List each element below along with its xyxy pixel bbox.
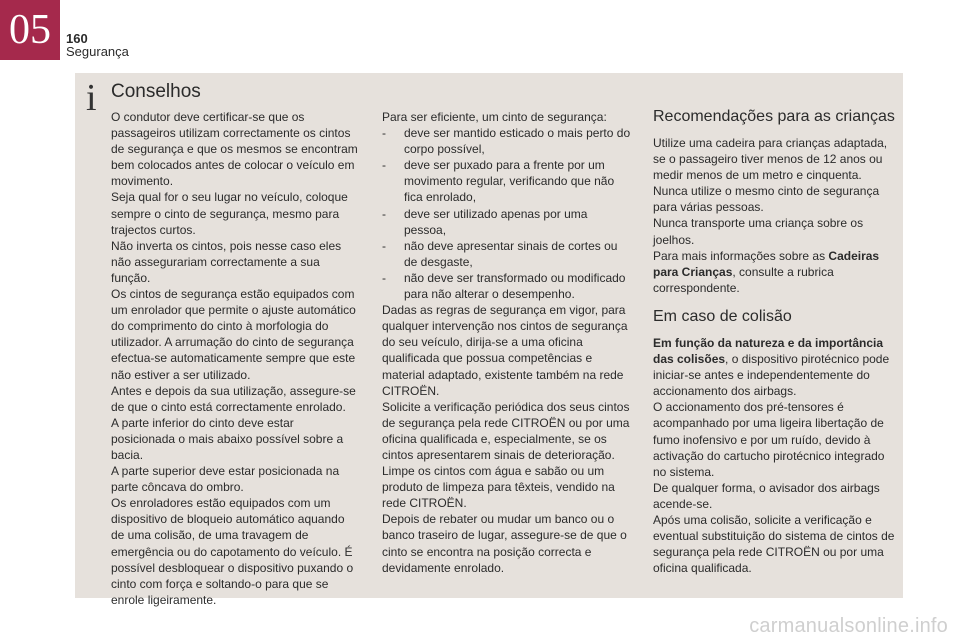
list-item: - deve ser utilizado apenas por uma pessoa, (382, 206, 588, 237)
panel-title: Conselhos (111, 81, 201, 102)
page-number: 160 (66, 31, 88, 46)
list-item: - não deve ser transformado ou modificado para não alterar o desempenho. (382, 270, 626, 302)
belt-maintenance-text: Dadas as regras de segurança em vigor, para qualquer intervenção nos cintos de segurança do seu veículo, dirija-se a uma oficina qualificada que possua competências e material adaptado, existente também na rede CITROËN. Solicite a verificação periódica dos seus cintos de segurança pela rede CITROËN ou por uma oficina qualificada e, especialmente, se os cintos apresentarem sinais de deterioração. Limpe os cintos com água e sabão ou um produto de limpeza para têxteis, vendido na rede CITROËN. Depois de rebater ou mudar um banco ou o banco traseiro de lugar, assegure-se de que o cinto se encontra na posição correcta e devidamente enrolado. (382, 303, 630, 575)
chapter-number-tab: 05 (0, 0, 60, 60)
advice-text: O condutor deve certificar-se que os passageiros utilizam correctamente os cintos de segurança e que os mesmos se encontram bem colocados antes de colocar o veículo em movimento. Seja qual for o seu lugar no veículo, coloque sempre o cinto de segurança, mesmo para trajectos curtos. Não inverta os cintos, pois nesse caso eles não assegurariam correctamente a sua função. Os cintos de segurança estão equipados com um enrolador que permite o ajuste automático do comprimento do cinto à morfologia do utilizador. A arrumação do cinto de segurança efectua-se automaticamente sempre que este não estiver a ser utilizado. Antes e depois da sua utilização, assegure-se de que o cinto está correctamente enrolado. A parte inferior do cinto deve estar posicionada o mais abaixo possível sobre a bacia. A parte superior deve estar posicionada na parte côncava do ombro. Os enroladores estão equipados com um dispositivo de bloqueio automático aquando de uma colisão, de uma travagem de emergência ou do capotamento do veículo. É possível desbloquear o dispositivo puxando o cinto com força e soltando-o para que se enrole ligeiramente. (111, 110, 358, 607)
info-icon: i (86, 77, 97, 119)
collision-text: O accionamento dos pré-tensores é acompanhado por uma ligeira libertação de fumo inofensivo e por um ruído, devido à activação do cartucho pirotécnico integrado no sistema. De qualquer forma, o avisador dos airbags acende-se. Após uma colisão, solicite a verificação e eventual substituição do sistema de cintos de segurança pela rede CITROËN ou por uma oficina qualificada. (653, 400, 895, 576)
children-reference: Para mais informações sobre as Cadeiras para Crianças, consulte a rubrica correspondente. (653, 248, 880, 295)
list-item: - deve ser mantido esticado o mais perto do corpo possível, (382, 126, 631, 157)
collision-heading: Em caso de colisão (653, 307, 792, 325)
watermark: carmanualsonline.info (749, 615, 948, 637)
belt-intro: Para ser eficiente, um cinto de segurança: (382, 110, 607, 124)
column-left (111, 109, 359, 608)
column-right (653, 108, 897, 576)
column-middle (382, 109, 632, 576)
list-item: - não deve apresentar sinais de cortes ou de desgaste, (382, 238, 618, 269)
collision-intro: Em função da natureza e da importância das colisões, o dispositivo pirotécnico pode iniciar-se antes e independentemente do accionamento dos airbags. (653, 335, 890, 399)
section-title: Segurança (66, 44, 129, 59)
children-text: Utilize uma cadeira para crianças adaptada, se o passageiro tiver menos de 12 anos ou medir menos de um metro e cinquenta. Nunca utilize o mesmo cinto de segurança para várias pessoas. Nunca transporte uma criança sobre os joelhos. (653, 136, 888, 247)
children-heading: Recomendações para as crianças (653, 108, 895, 125)
list-item: - deve ser puxado para a frente por um movimento regular, verificando que não fica enrolado, (382, 158, 615, 205)
